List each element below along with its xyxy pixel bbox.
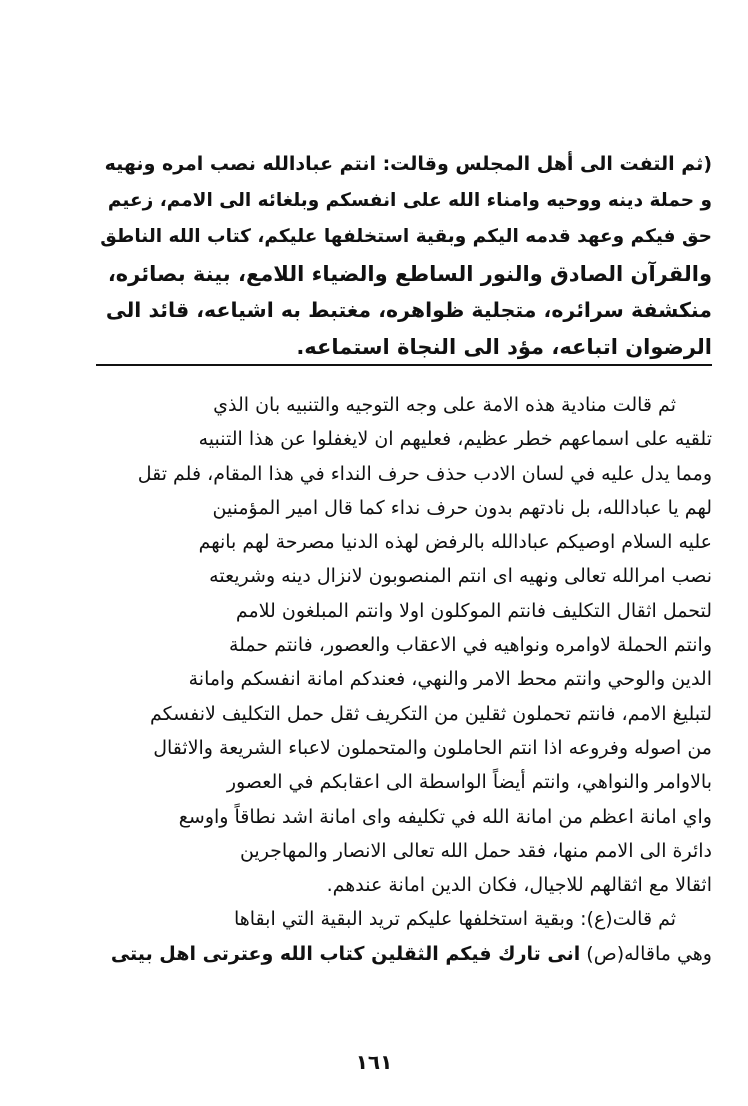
page-number: ١٦١ (355, 1050, 393, 1074)
quote-line: الرضوان اتباعه، مؤد الى النجاة استماعه. (296, 334, 712, 359)
body-line: واي امانة اعظم من امانة الله في تكليفه واى امانة اشد نطاقاً واوسع (178, 805, 712, 828)
body-line: من اصوله وفروعه اذا انتم الحاملون والمتحملون لاعباء الشريعة والاثقال (153, 736, 712, 759)
quote-line: والقرآن الصادق والنور الساطع والضياء اللامع، بينة بصائره، (107, 261, 712, 286)
quote-line: (ثم التفت الى أهل المجلس وقالت: انتم عبادالله نصب امره ونهيه (104, 153, 712, 175)
body-text (96, 388, 712, 971)
body-line: لهم يا عبادالله، بل نادتهم بدون حرف نداء كما قال امير المؤمنين (212, 496, 712, 519)
body-line: بالاوامر والنواهي، وانتم أيضاً الواسطة الى اعقابكم في العصور (226, 771, 712, 794)
quote-line: و حملة دينه ووحيه وامناء الله على انفسكم وبلغائه الى الامم، زعيم (107, 189, 712, 211)
body-line: وانتم الحملة لاوامره ونواهيه في الاعقاب والعصور، فانتم حملة (228, 634, 712, 657)
body-line-hadith (96, 937, 712, 971)
body-line: لتحمل اثقال التكليف فانتم الموكلون اولا وانتم المبلغون للامم (235, 599, 712, 622)
body-text-plain: وهي ماقاله(ص) (580, 942, 712, 965)
body-line: تلقيه على اسماعهم خطر عظيم، فعليهم ان لايغفلوا عن هذا التنبيه (198, 428, 712, 451)
body-line: دائرة الى الامم منها، فقد حمل الله تعالى الانصار والمهاجرين (239, 839, 712, 862)
body-line: اثقالا مع اثقالهم للاجيال، فكان الدين امانة عندهم. (326, 874, 712, 897)
quote-line: منكشفة سرائره، متجلية ظواهره، مغتبط به اشياعه، قائد الى (105, 298, 712, 322)
body-line: ثم قالت منادية هذه الامة على وجه التوجيه والتنبيه بان الذي (213, 394, 676, 416)
body-line: لتبليغ الامم، فانتم تحملون ثقلين من التكريف ثقل حمل التكليف لانفسكم (150, 702, 712, 725)
section-divider (96, 364, 712, 366)
body-line: نصب امرالله تعالى ونهيه اى انتم المنصوبون لانزال دينه وشريعته (209, 565, 712, 588)
body-line: ومما يدل عليه في لسان الادب حذف حرف النداء في هذا المقام، فلم تقل (137, 462, 712, 485)
quote-block (96, 146, 712, 365)
body-line: عليه السلام اوصيكم عبادالله بالرفض لهذه الدنيا مصرحة لهم بانهم (198, 531, 712, 554)
body-line: ثم قالت(ع): وبقية استخلفها عليكم تريد البقية التي ابقاها (233, 908, 676, 931)
quote-line: حق فيكم وعهد قدمه اليكم وبقية استخلفها عليكم، كتاب الله الناطق (100, 226, 712, 247)
hadith-quote: انى تارك فيكم الثقلين كتاب الله وعترتى اهل بيتى (110, 942, 581, 965)
body-line: الدين والوحي وانتم محط الامر والنهي، فعندكم امانة انفسكم وامانة (188, 668, 712, 691)
